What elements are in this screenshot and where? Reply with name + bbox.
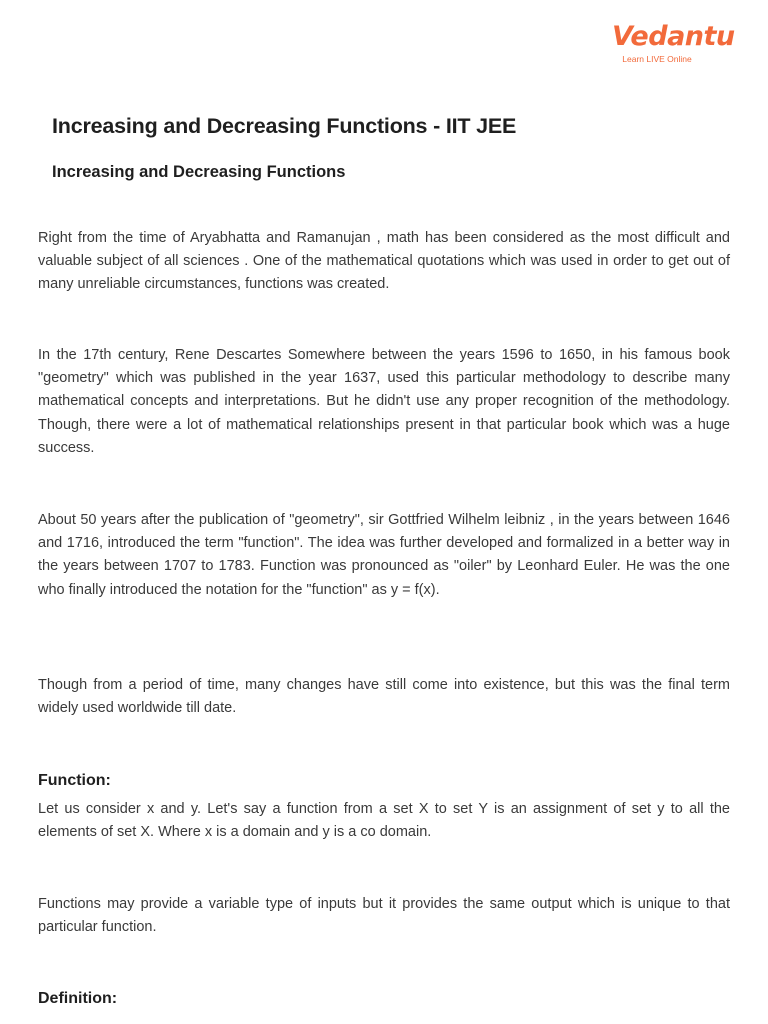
function-paragraph-2: Functions may provide a variable type of inputs but it provides the same output which is unique to that particular function. <box>38 896 730 936</box>
page-subtitle: Increasing and Decreasing Functions <box>52 163 346 181</box>
vedantu-logo <box>612 21 735 64</box>
page-title: Increasing and Decreasing Functions - IIT JEE <box>52 114 517 138</box>
definition-heading: Definition: <box>38 990 118 1007</box>
function-paragraph-1: Let us consider x and y. Let's say a function from a set X to set Y is an assignment of set y to all the elements of set X. Where x is a domain and y is a co domain. <box>38 801 730 841</box>
function-heading: Function: <box>38 772 111 789</box>
logo-brand-text: Vedantu <box>612 21 735 52</box>
intro-paragraph-4: Though from a period of time, many changes have still come into existence, but this was the final term widely used worldwide till date. <box>38 677 730 717</box>
intro-paragraph-1: Right from the time of Aryabhatta and Ramanujan , math has been considered as the most difficult and valuable subject of all sciences . One of the mathematical quotations which was used in order to get out of many unreliable circumstances, functions was created. <box>38 230 730 293</box>
logo-tagline: Learn LIVE Online <box>622 54 692 64</box>
intro-paragraph-3: About 50 years after the publication of "geometry", sir Gottfried Wilhelm leibniz , in the years between 1646 and 1716, introduced the term "function". The idea was further developed and formalized in a better way in the years between 1707 to 1783. Function was pronounced as "oiler" by Leonhard Euler. He was the one who finally introduced the notation for the "function" as y = f(x). <box>38 512 730 598</box>
intro-paragraph-2: In the 17th century, Rene Descartes Somewhere between the years 1596 to 1650, in his famous book "geometry" which was published in the year 1637, used this particular methodology to describe many mathematical concepts and interpretations. But he didn't use any proper recognition of the methodology. Though, there were a lot of mathematical relationships present in that particular book which was a huge success. <box>38 347 730 456</box>
